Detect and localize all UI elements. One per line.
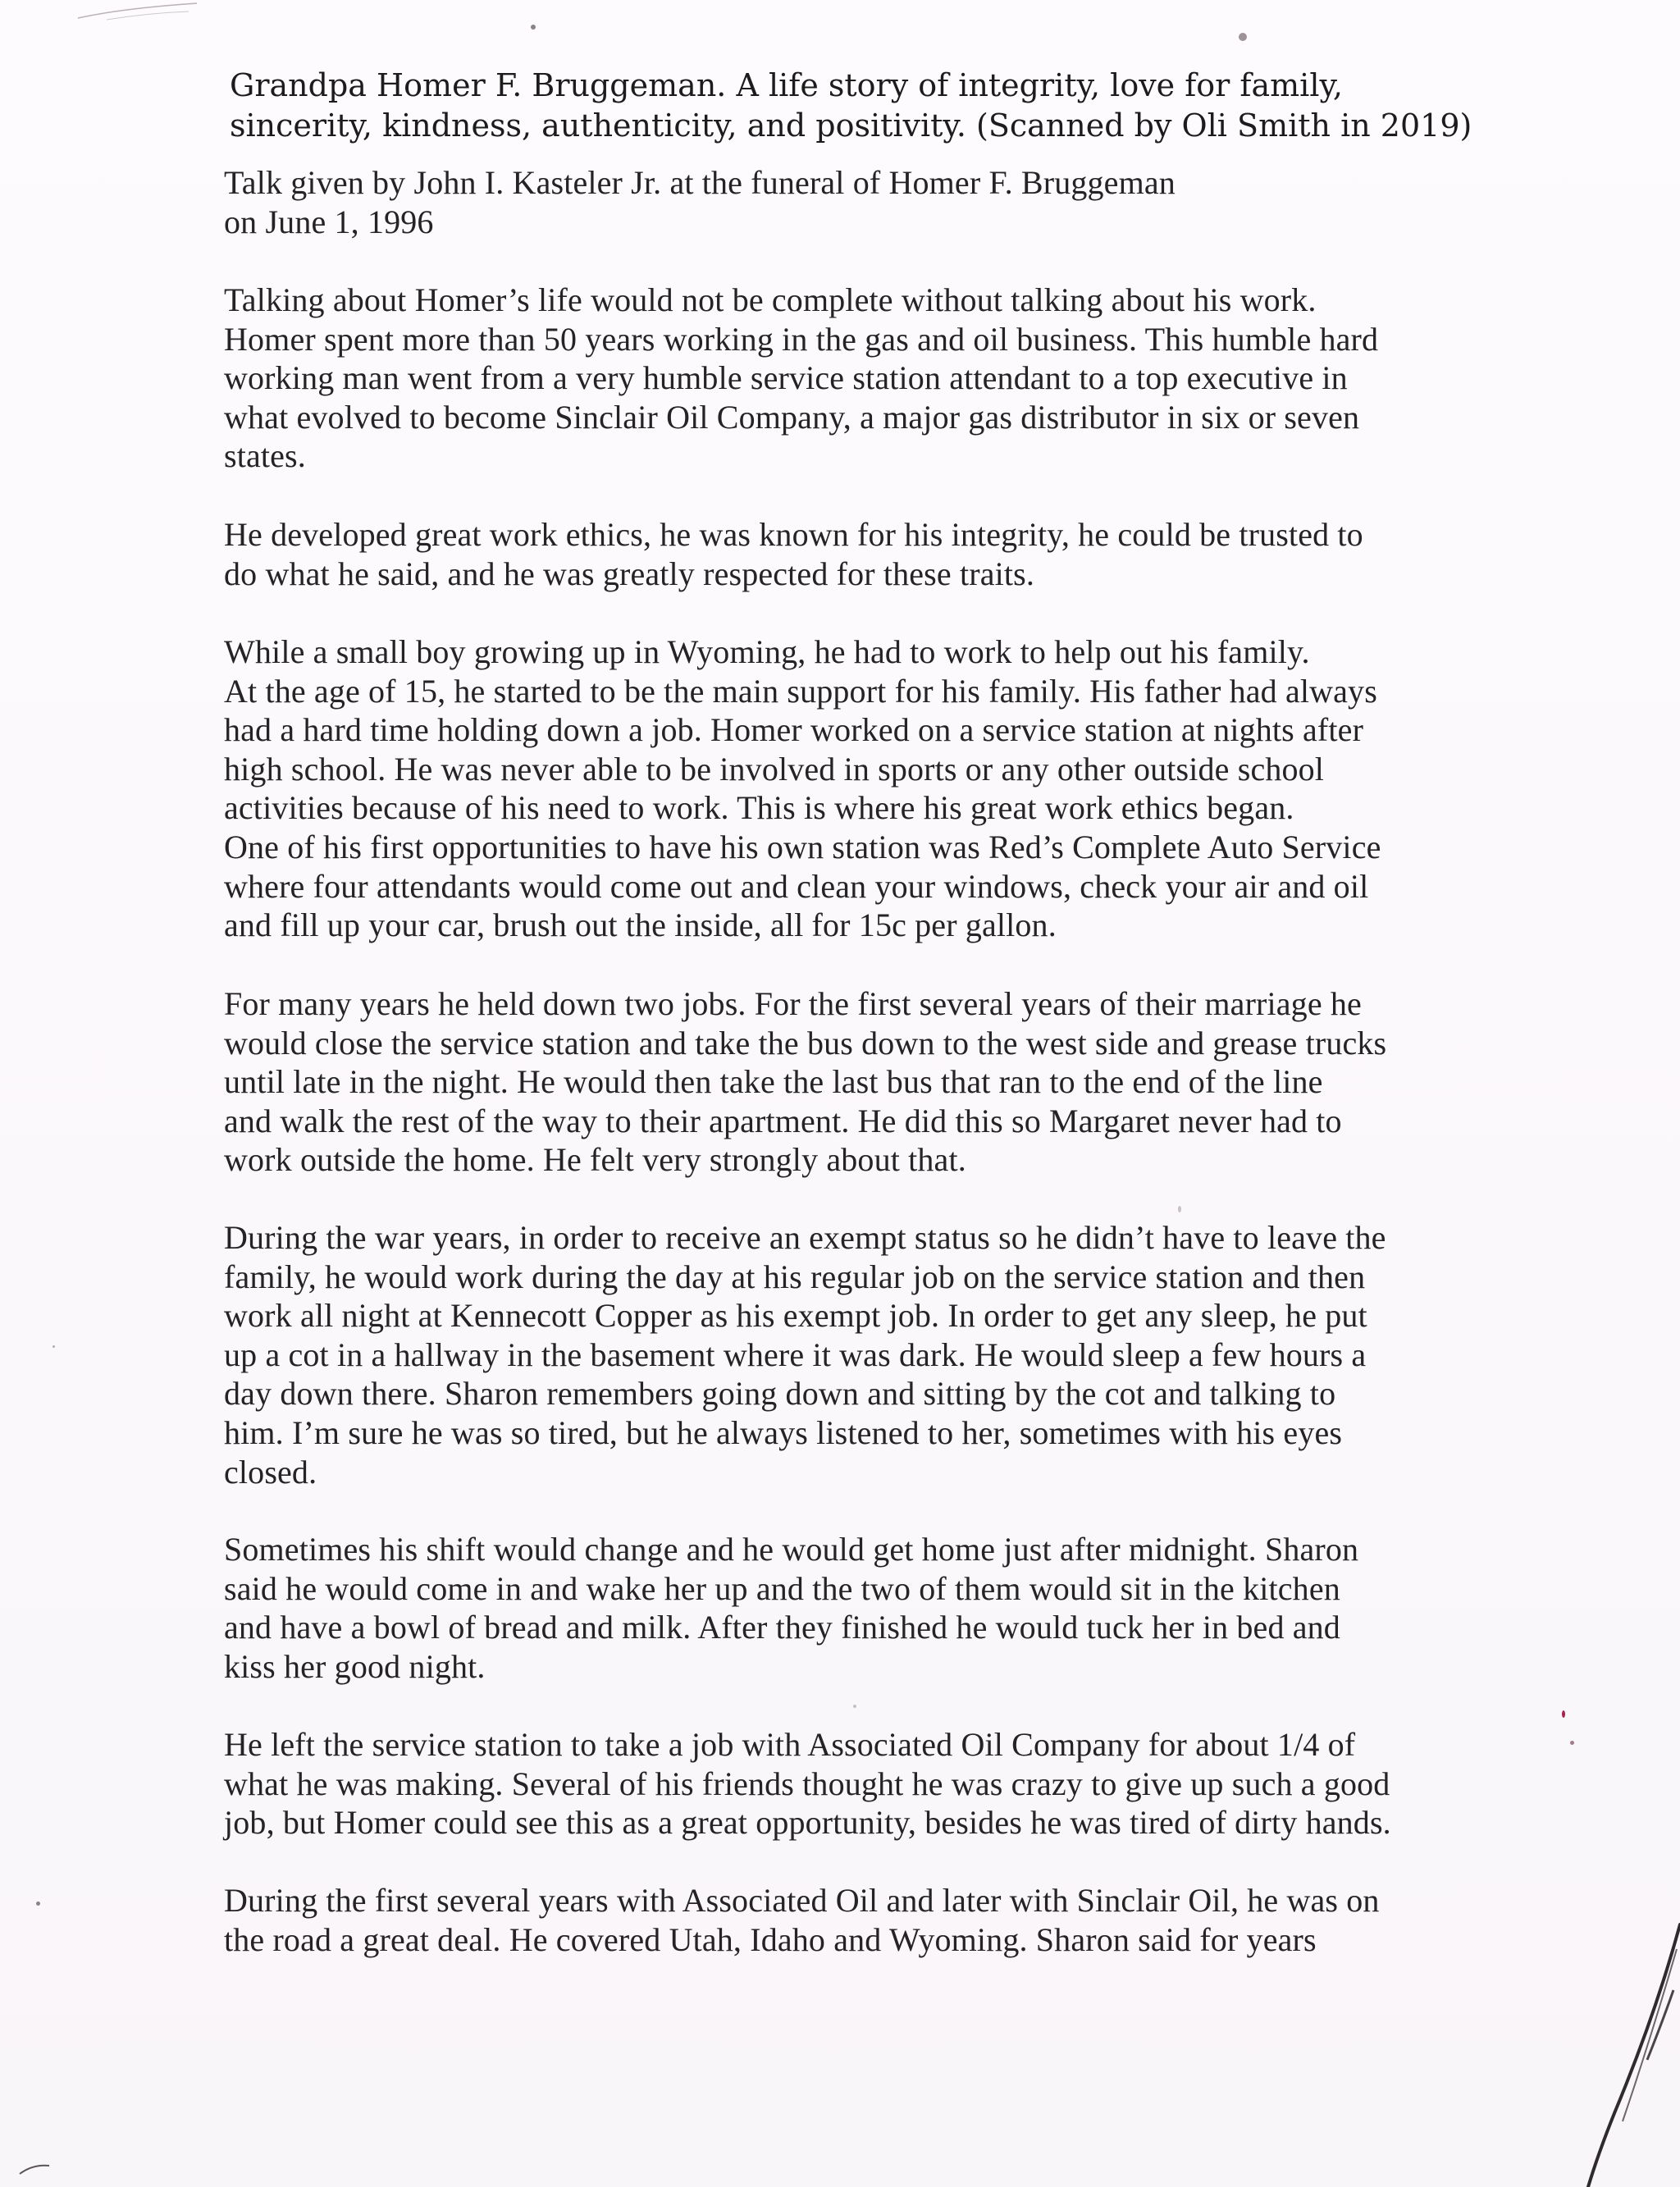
scan-corner-mark-bottom	[16, 2149, 66, 2182]
paragraph-line: him. I’m sure he was so tired, but he always listened to her, sometimes with his eyes	[224, 1413, 1343, 1451]
scan-edge-scratch	[1565, 1916, 1680, 2187]
paragraph-line: where four attendants would come out and clean your windows, check your air and oil	[224, 867, 1369, 905]
paragraph-line: work outside the home. He felt very strongly about that.	[224, 1141, 966, 1179]
talk-heading	[224, 163, 1553, 241]
paragraph-line: the road a great deal. He covered Utah, Idaho and Wyoming. Sharon said for years	[224, 1920, 1317, 1958]
paragraph-line: until late in the night. He would then take the last bus that ran to the end of the line	[224, 1063, 1323, 1101]
paragraph-two-jobs	[224, 984, 1553, 1180]
scan-speck	[52, 1345, 55, 1348]
paragraph-line: work all night at Kennecott Copper as his exempt job. In order to get any sleep, he put	[224, 1297, 1367, 1335]
paragraph-line: closed.	[224, 1453, 317, 1491]
paragraph-line: While a small boy growing up in Wyoming, he had to work to help out his family.	[224, 633, 1310, 670]
heading-line: Talk given by John I. Kasteler Jr. at the funeral of Homer F. Bruggeman	[224, 164, 1176, 201]
paragraph-line: He left the service station to take a job with Associated Oil Company for about 1/4 of	[224, 1726, 1356, 1763]
paragraph-line: said he would come in and wake her up and the two of them would sit in the kitchen	[224, 1569, 1340, 1607]
scan-caption	[230, 66, 1477, 146]
paragraph-line: kiss her good night.	[224, 1647, 486, 1685]
paragraph-line: and walk the rest of the way to their apartment. He did this so Margaret never had to	[224, 1102, 1342, 1139]
paragraph-line: had a hard time holding down a job. Homer worked on a service station at nights after	[224, 711, 1364, 749]
paragraph-on-the-road	[224, 1881, 1553, 1959]
paragraph-line: At the age of 15, he started to be the main support for his family. His father had always	[224, 672, 1377, 710]
heading-line: on June 1, 1996	[224, 203, 434, 240]
paragraph-line: Talking about Homer’s life would not be complete without talking about his work.	[224, 281, 1317, 318]
paragraph-line: and fill up your car, brush out the inside, all for 15c per gallon.	[224, 906, 1057, 944]
paragraph-midnight	[224, 1530, 1553, 1686]
paragraph-ethics	[224, 515, 1553, 593]
paragraph-line: what evolved to become Sinclair Oil Company, a major gas distributor in six or seven	[224, 398, 1360, 436]
paragraph-line: Homer spent more than 50 years working in the gas and oil business. This humble hard	[224, 320, 1379, 358]
scan-speck	[1562, 1710, 1565, 1718]
paragraph-line: states.	[224, 437, 306, 475]
scan-speck	[36, 1902, 40, 1906]
scan-speck	[853, 1705, 856, 1708]
scan-speck	[531, 25, 536, 30]
caption-line: sincerity, kindness, authenticity, and positivity. (Scanned by Oli Smith in 2019)	[230, 107, 1472, 144]
paragraph-line: what he was making. Several of his friends thought he was crazy to give up such a good	[224, 1765, 1390, 1802]
scan-corner-mark	[74, 0, 205, 25]
paragraph-associated-oil	[224, 1725, 1553, 1842]
paragraph-war-years	[224, 1218, 1553, 1491]
paragraph-line: Sometimes his shift would change and he would get home just after midnight. Sharon	[224, 1531, 1359, 1568]
scan-speck	[1570, 1741, 1574, 1745]
paragraph-line: job, but Homer could see this as a great opportunity, besides he was tired of dirty hands.	[224, 1804, 1391, 1842]
paragraph-line: For many years he held down two jobs. For the first several years of their marriage he	[224, 985, 1362, 1022]
paragraph-line: One of his first opportunities to have his own station was Red’s Complete Auto Service	[224, 828, 1381, 865]
caption-line: Grandpa Homer F. Bruggeman. A life story of integrity, love for family,	[230, 67, 1343, 103]
paragraph-line: up a cot in a hallway in the basement where it was dark. He would sleep a few hours a	[224, 1335, 1367, 1373]
paragraph-line: high school. He was never able to be involved in sports or any other outside school	[224, 750, 1325, 788]
scan-speck	[1178, 1206, 1181, 1212]
paragraph-line: activities because of his need to work. This is where his great work ethics began.	[224, 789, 1294, 827]
paragraph-work	[224, 281, 1553, 476]
scan-speck	[1239, 33, 1247, 41]
paragraph-line: He developed great work ethics, he was known for his integrity, he could be trusted to	[224, 516, 1363, 553]
paragraph-line: would close the service station and take the bus down to the west side and grease trucks	[224, 1024, 1387, 1062]
paragraph-line: family, he would work during the day at his regular job on the service station and then	[224, 1258, 1366, 1295]
paragraph-line: do what he said, and he was greatly respected for these traits.	[224, 555, 1034, 592]
paragraph-youth	[224, 632, 1553, 945]
paragraph-line: working man went from a very humble service station attendant to a top executive in	[224, 359, 1348, 397]
paragraph-line: and have a bowl of bread and milk. After they finished he would tuck her in bed and	[224, 1609, 1340, 1646]
paragraph-line: During the first several years with Associated Oil and later with Sinclair Oil, he was on	[224, 1882, 1380, 1919]
paragraph-line: day down there. Sharon remembers going down and sitting by the cot and talking to	[224, 1375, 1336, 1413]
paragraph-line: During the war years, in order to receive an exempt status so he didn’t have to leave the	[224, 1219, 1386, 1256]
